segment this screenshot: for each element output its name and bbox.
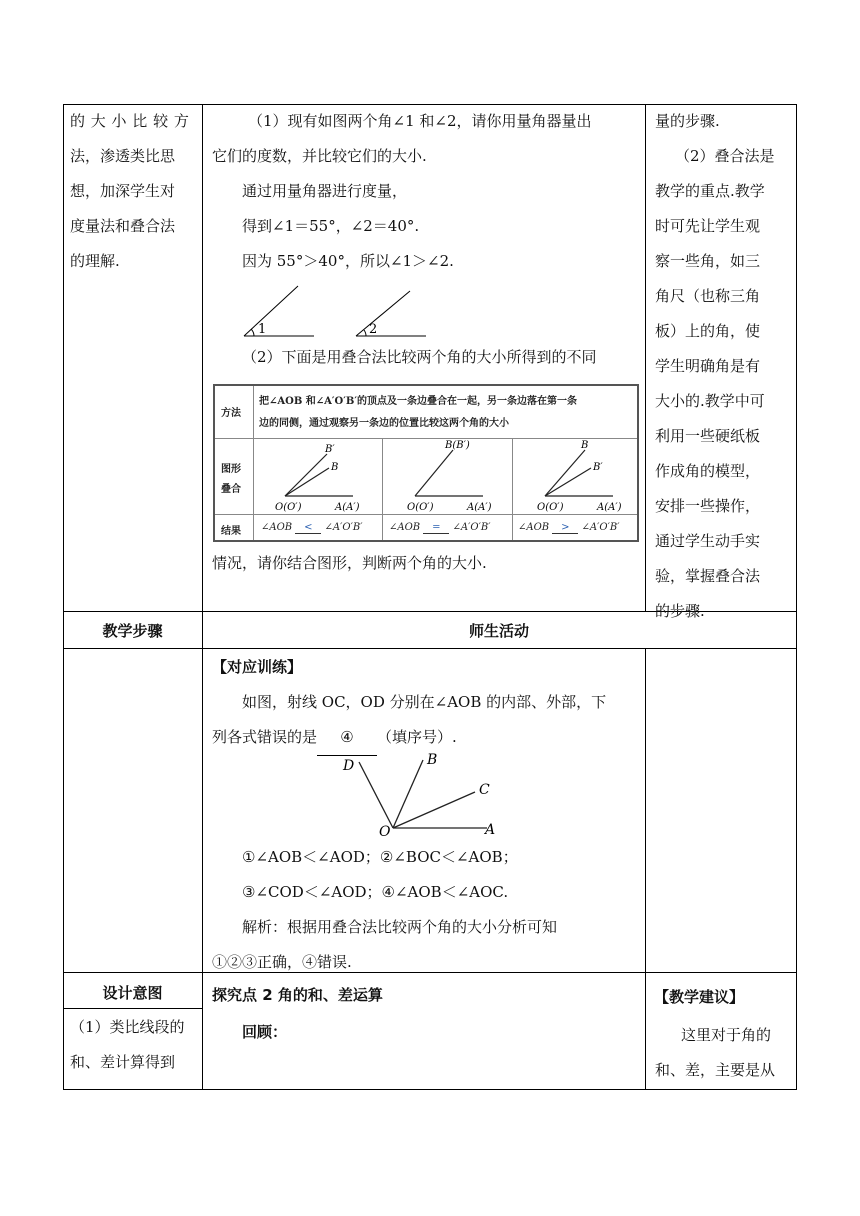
right-line: 量的步骤.: [655, 112, 720, 130]
measure-conclusion: 因为 55°＞40°，所以∠1＞∠2.: [242, 252, 454, 270]
fig1-ray-b: [285, 468, 329, 496]
overlay-method-table: [213, 384, 639, 542]
result-cell-3: [518, 522, 636, 534]
right-line: 作成角的模型，: [655, 462, 761, 480]
header-teaching-steps: 教学步骤: [102, 622, 163, 640]
left-line: （1）类比线段的: [70, 1018, 185, 1036]
box-row-divider: [215, 514, 637, 515]
result-right: ∠A′O′B′: [452, 522, 491, 533]
row-divider-4: [63, 1008, 202, 1009]
fig2-label-b: B(B′): [445, 440, 470, 451]
fig2-label-o: O(O′): [407, 502, 434, 513]
fig3-label-a: A(A′): [597, 502, 622, 513]
fig1-label-bprime: B′: [325, 444, 335, 455]
practice-question-line1: 如图，射线 OC，OD 分别在∠AOB 的内部、外部，下: [242, 693, 607, 711]
fig3-label-o: O(O′): [537, 502, 564, 513]
rays-figure: [335, 752, 515, 838]
right-line: 板）上的角，使: [655, 322, 761, 340]
col-divider-1: [202, 104, 203, 1090]
practice-question-prefix: 列各式错误的是: [212, 728, 318, 746]
angle2-ray: [356, 291, 410, 336]
header-activities: 师生活动: [468, 622, 529, 640]
method-text-line2: 边的同侧，通过观察另一条边的位置比较这两个角的大小: [259, 418, 509, 429]
angle2-arc: [364, 330, 366, 336]
result-right: ∠A′O′B′: [324, 522, 363, 533]
fig3-label-bprime: B′: [593, 462, 603, 473]
fig3-ray-b: [545, 450, 585, 496]
angle1-ray: [244, 286, 298, 336]
practice-question-suffix: （填序号）.: [377, 728, 457, 746]
left-line: 度量法和叠合法: [70, 217, 176, 235]
teaching-advice-title: 【教学建议】: [654, 988, 745, 1006]
label-c: C: [479, 782, 490, 798]
fig2-label-a: A(A′): [467, 502, 492, 513]
measure-question-line2: 它们的度数，并比较它们的大小.: [212, 147, 427, 165]
measure-step: 通过用量角器进行度量，: [242, 182, 408, 200]
angle2-label: 2: [369, 322, 378, 337]
explore-point-title: 探究点 2 角的和、差运算: [212, 986, 383, 1004]
ray-oc: [393, 792, 475, 828]
left-line: 的 大 小 比 较 方: [70, 112, 190, 130]
row-divider-2: [63, 648, 797, 649]
practice-options-line1: ①∠AOB＜∠AOD；②∠BOC＜∠AOB；: [242, 848, 518, 866]
right-line: 通过学生动手实: [655, 532, 761, 550]
review-label: 回顾：: [242, 1023, 288, 1041]
table-bottom-border: [63, 1089, 797, 1090]
label-d: D: [343, 758, 355, 774]
practice-question-line2: [212, 720, 644, 756]
right-line: 察一些角，如三: [655, 252, 761, 270]
result-left: ∠AOB: [389, 522, 421, 533]
result-left: ∠AOB: [518, 522, 550, 533]
label-o: O: [379, 824, 391, 838]
left-line: 和、差计算得到: [70, 1053, 176, 1071]
table-left-border: [63, 104, 64, 1090]
result-cell-1: [261, 522, 381, 534]
label-a: A: [485, 822, 496, 838]
overlay-figures: [215, 438, 637, 514]
label-b: B: [427, 752, 438, 768]
practice-title: 【对应训练】: [212, 658, 303, 676]
fig1-label-o: O(O′): [275, 502, 302, 513]
result-label: 结果: [221, 526, 241, 537]
teaching-advice-text: [655, 104, 793, 629]
angle-figures: [238, 282, 438, 342]
left-line: 的理解.: [70, 252, 120, 270]
overlay-question-line1: （2）下面是用叠合法比较两个角的大小所得到的不同: [242, 348, 597, 366]
practice-analysis-line1: 解析：根据用叠合法比较两个角的大小分析可知: [242, 918, 558, 936]
left-line: 法，渗透类比思: [70, 147, 176, 165]
right-line: 教学的重点.教学: [655, 182, 765, 200]
fig2-ray-b: [415, 450, 453, 496]
col-divider-2b: [645, 648, 646, 1090]
col-divider-2a: [645, 104, 646, 611]
table-right-border: [796, 104, 797, 1090]
right-line: 角尺（也称三角: [655, 287, 761, 305]
design-intent-text: [70, 104, 200, 279]
right-line: 时可先让学生观: [655, 217, 761, 235]
right-line: 安排一些操作，: [655, 497, 761, 515]
angle1-arc: [251, 329, 254, 336]
teaching-advice-bottom: [655, 1018, 793, 1088]
fig3-ray-bprime: [545, 468, 591, 496]
header-design-intent: 设计意图: [102, 984, 163, 1002]
right-line: 学生明确角是有: [655, 357, 761, 375]
right-line: 大小的.教学中可: [655, 392, 765, 410]
fig1-ray-bprime: [285, 454, 327, 496]
result-sign: >: [552, 522, 578, 534]
result-sign: =: [423, 522, 449, 534]
figure-label-line2: 叠合: [221, 484, 241, 495]
result-cell-2: [389, 522, 511, 534]
right-line: 和、差，主要是从: [655, 1061, 776, 1079]
right-line: 的步骤.: [655, 602, 705, 620]
right-line: 利用一些硬纸板: [655, 427, 761, 445]
result-sign: <: [295, 522, 321, 534]
figure-label-line1: 图形: [221, 464, 241, 475]
practice-answer-blank: ④: [317, 720, 377, 756]
result-right: ∠A′O′B′: [581, 522, 620, 533]
fig1-label-a: A(A′): [335, 502, 360, 513]
right-line: 这里对于角的: [681, 1026, 772, 1044]
right-line: 验，掌握叠合法: [655, 567, 761, 585]
practice-options-line2: ③∠COD＜∠AOD；④∠AOB＜∠AOC.: [242, 883, 509, 901]
method-text-line1: 把∠AOB 和∠A′O′B′的顶点及一条边叠合在一起，另一条边落在第一条: [259, 396, 577, 407]
design-intent-bottom: [70, 1010, 200, 1080]
measure-result: 得到∠1＝55°，∠2＝40°.: [242, 217, 420, 235]
overlay-question-line2: 情况，请你结合图形，判断两个角的大小.: [212, 554, 487, 572]
left-line: 想，加深学生对: [70, 182, 176, 200]
practice-analysis-line2: ①②③正确，④错误.: [212, 953, 352, 971]
measure-question-line1: （1）现有如图两个角∠1 和∠2，请你用量角器量出: [248, 112, 592, 130]
fig3-label-b: B: [581, 440, 589, 451]
result-left: ∠AOB: [261, 522, 293, 533]
ray-od: [359, 762, 393, 828]
method-label: 方法: [221, 408, 241, 419]
right-line: （2）叠合法是: [675, 147, 775, 165]
fig1-label-b: B: [331, 462, 339, 473]
ray-ob: [393, 760, 423, 828]
angle1-label: 1: [258, 322, 267, 337]
